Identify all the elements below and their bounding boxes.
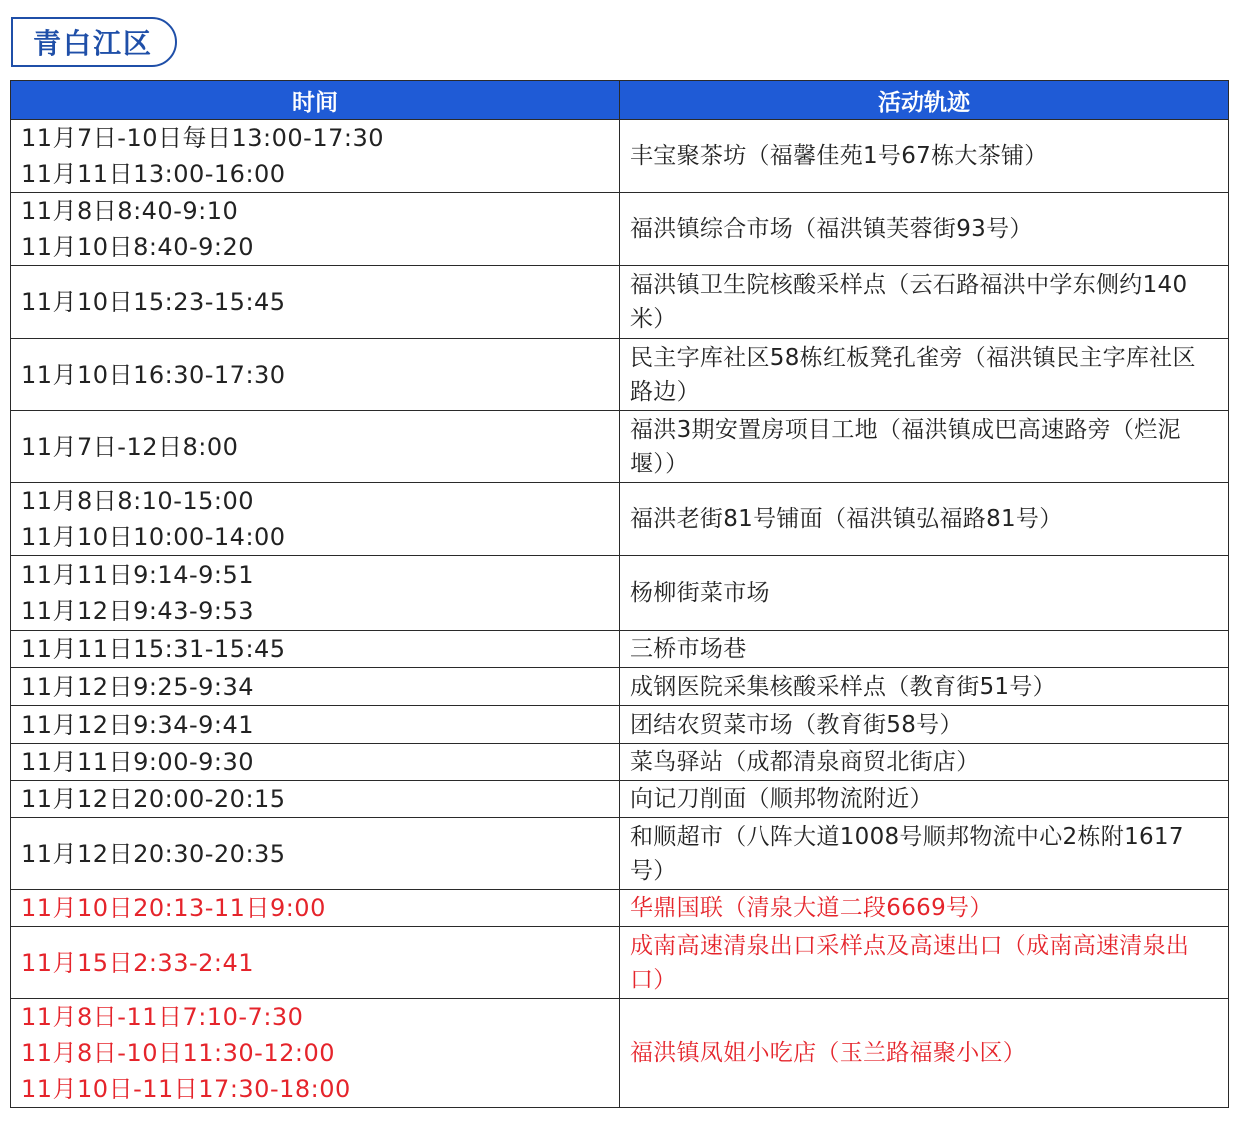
time-entry: 11月12日20:00-20:15 xyxy=(21,785,286,813)
trace-cell: 丰宝聚茶坊（福馨佳苑1号67栋大茶铺） xyxy=(620,120,1229,193)
time-entry: 11月10日-11日17:30-18:00 xyxy=(21,1075,351,1103)
time-entry: 11月10日20:13-11日9:00 xyxy=(21,894,326,922)
time-entry: 11月8日-11日7:10-7:30 xyxy=(21,1003,304,1031)
time-cell xyxy=(11,266,620,339)
time-cell xyxy=(11,668,620,706)
trace-cell: 杨柳街菜市场 xyxy=(620,556,1229,631)
time-cell xyxy=(11,890,620,927)
time-entry: 11月15日2:33-2:41 xyxy=(21,948,255,977)
trace-cell: 团结农贸菜市场（教育街58号） xyxy=(620,706,1229,744)
table-row xyxy=(11,193,1229,266)
trace-cell: 三桥市场巷 xyxy=(620,631,1229,668)
trace-cell: 福洪镇综合市场（福洪镇芙蓉街93号） xyxy=(620,193,1229,266)
trace-cell: 菜鸟驿站（成都清泉商贸北街店） xyxy=(620,744,1229,781)
time-entry: 11月8日8:40-9:10 xyxy=(21,197,239,225)
table-body xyxy=(11,120,1229,1108)
time-cell xyxy=(11,744,620,781)
time-cell xyxy=(11,927,620,999)
table-row xyxy=(11,818,1229,890)
time-cell xyxy=(11,556,620,631)
time-column-header: 时间 xyxy=(11,81,620,120)
trace-cell: 华鼎国联（清泉大道二段6669号） xyxy=(620,890,1229,927)
trace-cell: 福洪镇凤姐小吃店（玉兰路福聚小区） xyxy=(620,999,1229,1108)
time-entry: 11月7日-10日每日13:00-17:30 xyxy=(21,124,384,152)
time-entry: 11月12日20:30-20:35 xyxy=(21,839,286,868)
time-entry: 11月10日10:00-14:00 xyxy=(21,523,286,551)
trace-cell: 福洪3期安置房项目工地（福洪镇成巴高速路旁（烂泥堰）） xyxy=(620,411,1229,483)
time-entry: 11月10日8:40-9:20 xyxy=(21,233,255,261)
time-cell xyxy=(11,411,620,483)
time-entry: 11月11日13:00-16:00 xyxy=(21,160,286,188)
trace-cell: 成钢医院采集核酸采样点（教育街51号） xyxy=(620,668,1229,706)
time-cell xyxy=(11,781,620,818)
table-row xyxy=(11,411,1229,483)
table-row xyxy=(11,927,1229,999)
time-entry: 11月12日9:43-9:53 xyxy=(21,597,255,625)
trace-cell: 成南高速清泉出口采样点及高速出口（成南高速清泉出口） xyxy=(620,927,1229,999)
time-cell xyxy=(11,483,620,556)
activity-trace-table xyxy=(10,80,1229,1108)
time-cell xyxy=(11,706,620,744)
table-row xyxy=(11,999,1229,1108)
table-row xyxy=(11,120,1229,193)
time-cell xyxy=(11,999,620,1108)
table-row xyxy=(11,706,1229,744)
time-cell xyxy=(11,120,620,193)
trace-column-header: 活动轨迹 xyxy=(620,81,1229,120)
trace-cell: 和顺超市（八阵大道1008号顺邦物流中心2栋附1617号） xyxy=(620,818,1229,890)
time-entry: 11月11日15:31-15:45 xyxy=(21,635,286,663)
table-row xyxy=(11,339,1229,411)
table-header-row xyxy=(11,81,1229,120)
time-entry: 11月12日9:34-9:41 xyxy=(21,710,255,739)
time-entry: 11月8日8:10-15:00 xyxy=(21,487,255,515)
time-entry: 11月11日9:14-9:51 xyxy=(21,561,255,589)
time-entry: 11月12日9:25-9:34 xyxy=(21,672,255,701)
district-name: 青白江区 xyxy=(33,27,154,60)
trace-cell: 向记刀削面（顺邦物流附近） xyxy=(620,781,1229,818)
time-entry: 11月8日-10日11:30-12:00 xyxy=(21,1039,335,1067)
table-row xyxy=(11,483,1229,556)
table-row xyxy=(11,781,1229,818)
time-cell xyxy=(11,193,620,266)
table-row xyxy=(11,744,1229,781)
table-row xyxy=(11,556,1229,631)
time-cell xyxy=(11,339,620,411)
table-row xyxy=(11,266,1229,339)
table-row xyxy=(11,668,1229,706)
time-entry: 11月7日-12日8:00 xyxy=(21,432,239,461)
time-cell xyxy=(11,818,620,890)
time-cell xyxy=(11,631,620,668)
time-entry: 11月11日9:00-9:30 xyxy=(21,748,255,776)
district-tag xyxy=(11,17,177,67)
trace-cell: 福洪镇卫生院核酸采样点（云石路福洪中学东侧约140米） xyxy=(620,266,1229,339)
trace-cell: 民主字库社区58栋红板凳孔雀旁（福洪镇民主字库社区路边） xyxy=(620,339,1229,411)
table-row xyxy=(11,631,1229,668)
time-entry: 11月10日15:23-15:45 xyxy=(21,288,286,316)
time-entry: 11月10日16:30-17:30 xyxy=(21,360,286,389)
trace-cell: 福洪老街81号铺面（福洪镇弘福路81号） xyxy=(620,483,1229,556)
table-row xyxy=(11,890,1229,927)
